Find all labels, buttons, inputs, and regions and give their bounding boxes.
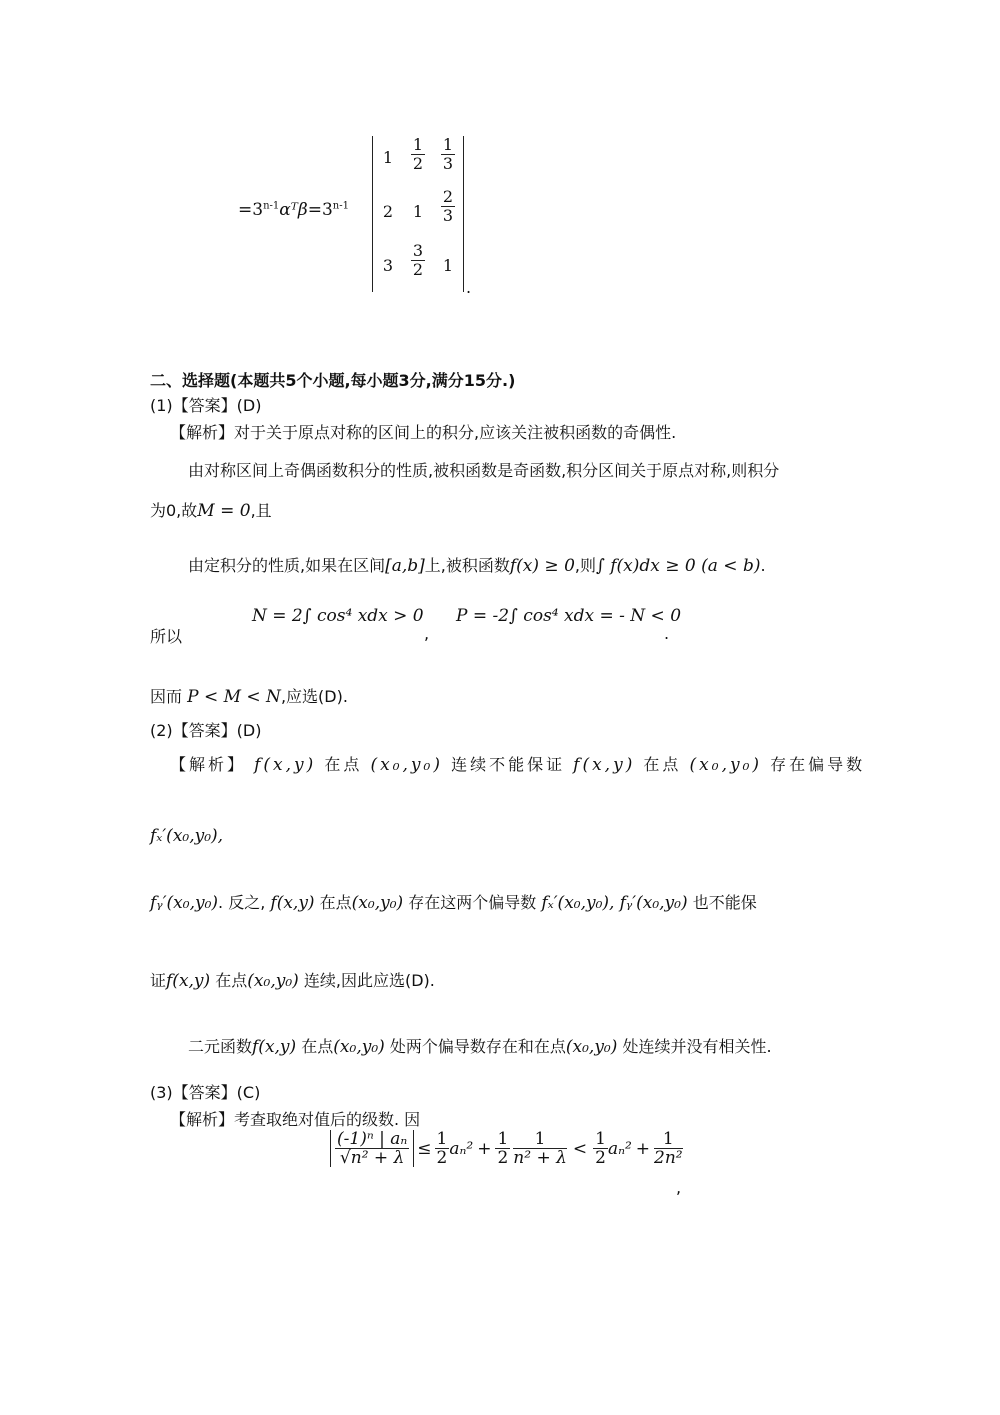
- q2-l4-f: f(x,y): [166, 971, 211, 991]
- q2-l1-text: 【解析】: [170, 755, 247, 774]
- q2-l1-f: f(x,y): [254, 755, 317, 775]
- matrix-cell: 1: [382, 148, 394, 167]
- q2-l3-f: f(x,y): [270, 893, 315, 913]
- q3-plus2: +: [635, 1138, 651, 1159]
- q3-end: ,: [676, 1178, 682, 1197]
- q3-num: (-1)ⁿ | aₙ: [337, 1129, 408, 1149]
- q2-l1: [170, 752, 865, 775]
- eq-exp: n-1: [263, 200, 280, 212]
- q2-l1-text4: 在点: [643, 755, 682, 774]
- matrix-cell: 3: [382, 256, 394, 275]
- matrix-end: .: [466, 278, 472, 297]
- q1-p3-end: .: [760, 556, 766, 575]
- q1-p4-n: N = 2∫ cos⁴ xdx > 0: [252, 606, 424, 626]
- q2-l4: [150, 968, 435, 991]
- q3-den: √n² + λ: [339, 1148, 405, 1168]
- q3-a-sq2: aₙ²: [607, 1138, 632, 1159]
- matrix-frac-den: 2: [412, 260, 424, 279]
- matrix-frac-den: 2: [412, 154, 424, 173]
- matrix-cell: 2: [382, 202, 394, 221]
- q1-p4-end: .: [664, 624, 670, 643]
- matrix-frac-den: 3: [442, 154, 454, 173]
- q2-l3-text2: 在点: [319, 893, 352, 912]
- q2-l5-text2: 在点: [301, 1037, 334, 1056]
- matrix-frac-den: 3: [442, 206, 454, 225]
- q3-frac2-den: n² + λ: [513, 1148, 567, 1168]
- q3-half-den: 2: [436, 1148, 448, 1168]
- q3-half3-num: 1: [595, 1129, 606, 1149]
- q2-l3-fy: fᵧ′(x₀,y₀): [150, 893, 219, 913]
- q3-frac2-num: 1: [513, 1130, 567, 1149]
- q1-p1: 由对称区间上奇偶函数积分的性质,被积函数是奇函数,积分区间关于原点对称,则积分: [188, 461, 780, 480]
- matrix-frac-num: 3: [412, 241, 424, 260]
- q2-l4-text3: 连续,因此应选(D).: [303, 971, 435, 990]
- q1-p5-text2: ,应选(D).: [280, 687, 348, 706]
- q2-l5-f: f(x,y): [252, 1037, 297, 1057]
- q1-p2-math: M = 0: [197, 501, 251, 521]
- q2-answer: (2)【答案】(D): [150, 721, 262, 740]
- q2-l3-fy2: fᵧ′(x₀,y₀): [619, 893, 688, 913]
- eq-lhs: =3: [238, 200, 264, 220]
- q3-frac4-den: 2n²: [654, 1148, 683, 1168]
- q3-analysis: 【解析】考查取绝对值后的级数. 因: [170, 1110, 421, 1129]
- q1-analysis: 【解析】对于关于原点对称的区间上的积分,应该关注被积函数的奇偶性.: [170, 423, 677, 442]
- q1-p4-label: 所以: [150, 627, 183, 646]
- q3-le: ≤: [417, 1138, 432, 1159]
- q1-p3-text: 由定积分的性质,如果在区间: [188, 556, 386, 575]
- q3-lt: <: [572, 1138, 588, 1159]
- q3-half-num: 1: [436, 1129, 448, 1149]
- section-title: 二、选择题(本题共5个小题,每小题3分,满分15分.): [150, 371, 516, 390]
- q3-plus: +: [477, 1138, 492, 1159]
- q2-l1-text5: 存在偏导数: [770, 755, 866, 774]
- q1-p3-cond: f(x) ≥ 0: [509, 556, 575, 576]
- eq-eq: =3: [307, 200, 333, 220]
- q2-l4-point: (x₀,y₀): [247, 971, 299, 991]
- eq-vec: αᵀβ: [279, 200, 308, 220]
- q2-l3: [150, 890, 757, 913]
- q2-l1-point2: (x₀,y₀): [689, 755, 763, 775]
- q1-p3-text2: 上,被积函数: [424, 556, 510, 575]
- q2-l3-point: (x₀,y₀): [351, 893, 404, 913]
- q3-answer: (3)【答案】(C): [150, 1083, 261, 1102]
- matrix-equation: [238, 200, 349, 220]
- q1-answer: (1)【答案】(D): [150, 396, 262, 415]
- q1-p3-integral: ∫ f(x)dx ≥ 0 (a < b): [595, 556, 761, 576]
- q2-l3-text4: 也不能保: [692, 893, 757, 912]
- q2-l5: [188, 1034, 772, 1057]
- q2-l4-text: 证: [150, 971, 167, 990]
- q1-p2: [150, 498, 272, 521]
- q3-abs: [330, 1130, 414, 1167]
- eq-exp2: n-1: [332, 200, 349, 212]
- q1-p3: [188, 553, 766, 576]
- q1-p3-text3: ,则: [574, 556, 596, 575]
- q1-p5-text: 因而: [150, 687, 183, 706]
- q3-inequality: [330, 1130, 683, 1167]
- q2-l2: fₓ′(x₀,y₀),: [150, 826, 224, 846]
- matrix-frac-num: 1: [412, 135, 424, 154]
- q2-l4-text2: 在点: [215, 971, 248, 990]
- matrix-cell: 1: [442, 256, 454, 275]
- q1-p5: [150, 684, 348, 707]
- q2-l5-text4: 处连续并没有相关性.: [622, 1037, 772, 1056]
- q2-l5-point2: (x₀,y₀): [565, 1037, 618, 1057]
- q1-p2-text2: ,且: [250, 501, 272, 520]
- matrix-cell: 1: [412, 202, 424, 221]
- q2-l5-text: 二元函数: [188, 1037, 253, 1056]
- q2-l1-text2: 在点: [324, 755, 363, 774]
- matrix-frac-num: 1: [442, 135, 454, 154]
- q2-l5-point: (x₀,y₀): [333, 1037, 385, 1057]
- q1-p3-interval: [a,b]: [385, 556, 425, 576]
- q1-p5-math: P < M < N: [187, 687, 281, 707]
- q2-l1-text3: 连续不能保证: [451, 755, 566, 774]
- matrix: [372, 136, 464, 292]
- q1-p4-p: P = -2∫ cos⁴ xdx = - N < 0: [456, 606, 682, 626]
- q3-a-sq: aₙ²: [449, 1138, 474, 1159]
- q1-p4-sep: ,: [424, 624, 430, 643]
- q3-frac4-num: 1: [654, 1130, 683, 1149]
- matrix-frac-num: 2: [442, 187, 454, 206]
- q2-l1-f2: f(x,y): [573, 755, 636, 775]
- q2-l5-text3: 处两个偏导数存在和在点: [389, 1037, 566, 1056]
- q2-l3-text3: 存在这两个偏导数: [408, 893, 537, 912]
- q2-l1-point: (x₀,y₀): [370, 755, 443, 775]
- q1-p2-text: 为0,故: [150, 501, 198, 520]
- q3-half2-den: 2: [497, 1148, 509, 1168]
- q2-l3-text: . 反之,: [218, 893, 266, 912]
- q2-l3-fx2: fₓ′(x₀,y₀),: [541, 893, 615, 913]
- q3-half3-den: 2: [595, 1148, 606, 1168]
- q3-half2-num: 1: [497, 1129, 509, 1149]
